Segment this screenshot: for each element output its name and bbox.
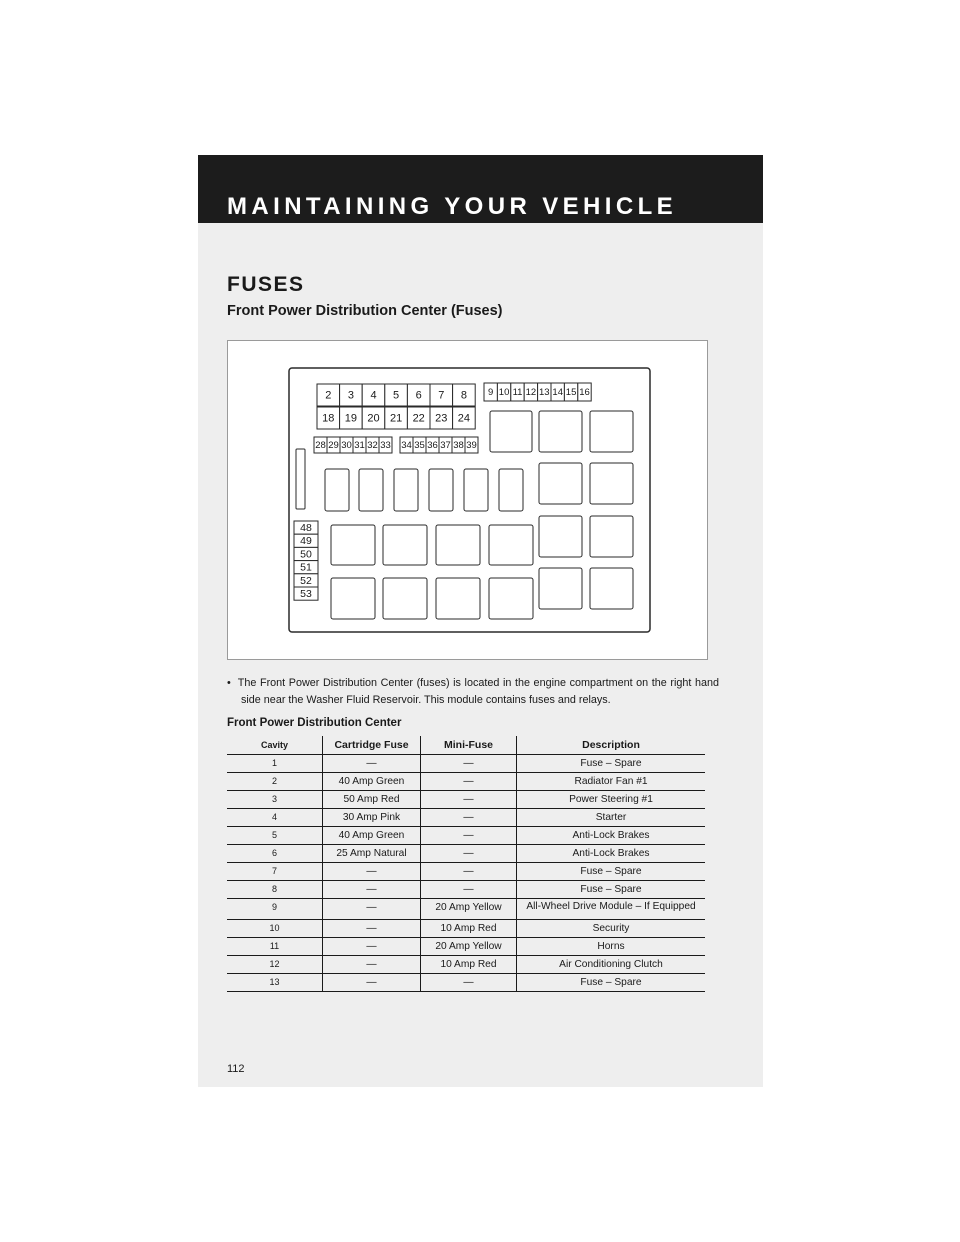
chapter-title: MAINTAINING YOUR VEHICLE [227,193,678,220]
cell-cavity: 8 [227,881,323,899]
relay-left-upper-2 [383,525,427,565]
header-description: Description [517,736,706,755]
fuse-label-9: 9 [488,387,494,398]
header-cartridge-fuse: Cartridge Fuse [323,736,421,755]
mini-relay-5 [464,469,488,511]
table-caption: Front Power Distribution Center [227,717,402,729]
fuse-box-svg [228,341,707,659]
cell-cavity: 9 [227,899,323,920]
fuse-label-15: 15 [565,387,577,398]
cell-description: Security [517,920,706,938]
cell-description: Fuse – Spare [517,974,706,992]
fuse-label-12: 12 [525,387,537,398]
relay-under-minifuse [490,411,532,452]
header-mini-fuse: Mini-Fuse [421,736,517,755]
fuse-label-29: 29 [328,440,339,451]
fuse-label-39: 39 [466,440,477,451]
cell-mini: — [421,845,517,863]
cell-cartridge: — [323,863,421,881]
table-row [227,938,705,956]
chapter-header [198,155,763,223]
side-fuse-label-52: 52 [300,574,312,587]
side-fuse-label-53: 53 [300,588,312,600]
manual-page [198,155,763,1087]
side-fuse-label-50: 50 [300,548,312,561]
fuse-label-34: 34 [401,440,412,451]
page-number: 112 [227,1063,245,1075]
cell-description: Anti-Lock Brakes [517,827,706,845]
cell-mini: — [421,809,517,827]
cell-cavity: 11 [227,938,323,956]
location-note-text: The Front Power Distribution Center (fuses) is located in the engine compartment on the right hand side near the Washer Fluid Reservoir. This module contains fuses and relays. [237,677,719,706]
cell-cavity: 13 [227,974,323,992]
mini-relay-6 [499,469,523,511]
fuse-label-20: 20 [367,412,380,425]
cell-mini: 10 Amp Red [421,920,517,938]
fuse-label-2: 2 [325,389,332,402]
cell-cavity: 1 [227,755,323,773]
relay-right-b-3 [590,516,633,557]
cell-cartridge: — [323,899,421,920]
cell-cartridge: 30 Amp Pink [323,809,421,827]
cell-cartridge: 25 Amp Natural [323,845,421,863]
fuse-label-3: 3 [347,389,354,402]
cell-description: All-Wheel Drive Module – If Equipped [517,899,706,920]
cell-cavity: 7 [227,863,323,881]
relay-left-upper-3 [436,525,480,565]
cell-mini: — [421,827,517,845]
fuse-label-4: 4 [370,389,377,402]
cell-mini: — [421,791,517,809]
section-title: FUSES [227,273,305,296]
table-header-row [227,736,705,755]
cell-cartridge: — [323,938,421,956]
cell-mini: 10 Amp Red [421,956,517,974]
relay-right-b-2 [590,463,633,504]
fuse-label-6: 6 [415,389,422,402]
cell-cavity: 2 [227,773,323,791]
relay-right-b-4 [590,568,633,609]
relay-right-a-2 [539,463,582,504]
fuse-label-16: 16 [579,387,590,398]
table-row [227,956,705,974]
cell-cartridge: — [323,974,421,992]
cell-description: Fuse – Spare [517,863,706,881]
cell-description: Radiator Fan #1 [517,773,706,791]
fuse-label-11: 11 [512,387,523,398]
cell-cartridge: — [323,755,421,773]
fuse-label-22: 22 [412,412,425,425]
mini-relay-1 [325,469,349,511]
cell-description: Horns [517,938,706,956]
table-row [227,809,705,827]
cell-cavity: 3 [227,791,323,809]
cell-mini: — [421,773,517,791]
table-row [227,827,705,845]
fuse-label-21: 21 [389,412,403,425]
fuse-label-33: 33 [380,440,391,451]
cell-cartridge: 40 Amp Green [323,773,421,791]
fuse-label-36: 36 [427,440,438,451]
cell-cavity: 6 [227,845,323,863]
fuse-box-diagram [227,340,708,660]
vertical-slot [296,449,305,509]
fuse-label-28: 28 [315,440,326,451]
cell-mini: — [421,755,517,773]
table-row [227,791,705,809]
cell-description: Fuse – Spare [517,755,706,773]
side-fuse-label-48: 48 [300,522,312,534]
cell-description: Starter [517,809,706,827]
fuse-label-35: 35 [414,440,425,451]
mini-relay-2 [359,469,383,511]
fuse-table [227,736,705,992]
cell-cavity: 12 [227,956,323,974]
mini-relay-4 [429,469,453,511]
fuse-label-5: 5 [393,389,400,402]
relay-right-a-4 [539,568,582,609]
fuse-label-38: 38 [453,440,464,451]
table-row [227,773,705,791]
header-cavity: Cavity [227,736,323,755]
fuse-label-30: 30 [341,440,352,451]
cell-cartridge: — [323,956,421,974]
fuse-label-8: 8 [460,389,467,402]
cell-mini: — [421,974,517,992]
table-row [227,899,705,920]
relay-right-a-1 [539,411,582,452]
cell-description: Power Steering #1 [517,791,706,809]
relay-right-b-1 [590,411,633,452]
cell-mini: 20 Amp Yellow [421,938,517,956]
relay-right-a-3 [539,516,582,557]
cell-cartridge: 50 Amp Red [323,791,421,809]
side-fuse-label-49: 49 [300,535,312,548]
table-row [227,755,705,773]
location-note [227,675,719,709]
mini-relay-3 [394,469,418,511]
cell-cavity: 5 [227,827,323,845]
cell-cartridge: — [323,920,421,938]
fuse-label-18: 18 [322,412,335,425]
relay-left-lower-2 [383,578,427,619]
fuse-label-10: 10 [498,387,510,398]
cell-description: Air Conditioning Clutch [517,956,706,974]
fuse-label-19: 19 [344,412,358,425]
table-row [227,920,705,938]
relay-left-lower-1 [331,578,375,619]
relay-left-upper-4 [489,525,533,565]
table-row [227,881,705,899]
cell-description: Anti-Lock Brakes [517,845,706,863]
side-fuse-label-51: 51 [300,561,312,574]
cell-mini: — [421,881,517,899]
fuse-label-14: 14 [552,387,563,398]
bullet-marker: • [227,677,231,689]
cell-mini: 20 Amp Yellow [421,899,517,920]
cell-cartridge: — [323,881,421,899]
fuse-label-13: 13 [539,387,550,398]
table-row [227,845,705,863]
cell-cavity: 4 [227,809,323,827]
relay-left-lower-3 [436,578,480,619]
fuse-label-23: 23 [435,412,448,425]
cell-description: Fuse – Spare [517,881,706,899]
fuse-label-24: 24 [457,412,471,425]
relay-left-lower-4 [489,578,533,619]
subsection-title: Front Power Distribution Center (Fuses) [227,303,503,319]
fuse-label-7: 7 [438,389,445,402]
relay-left-upper-1 [331,525,375,565]
fuse-label-37: 37 [440,440,451,451]
cell-cartridge: 40 Amp Green [323,827,421,845]
table-row [227,863,705,881]
fuse-label-32: 32 [367,440,378,451]
cell-mini: — [421,863,517,881]
table-row [227,974,705,992]
cell-cavity: 10 [227,920,323,938]
fuse-label-31: 31 [354,440,365,451]
